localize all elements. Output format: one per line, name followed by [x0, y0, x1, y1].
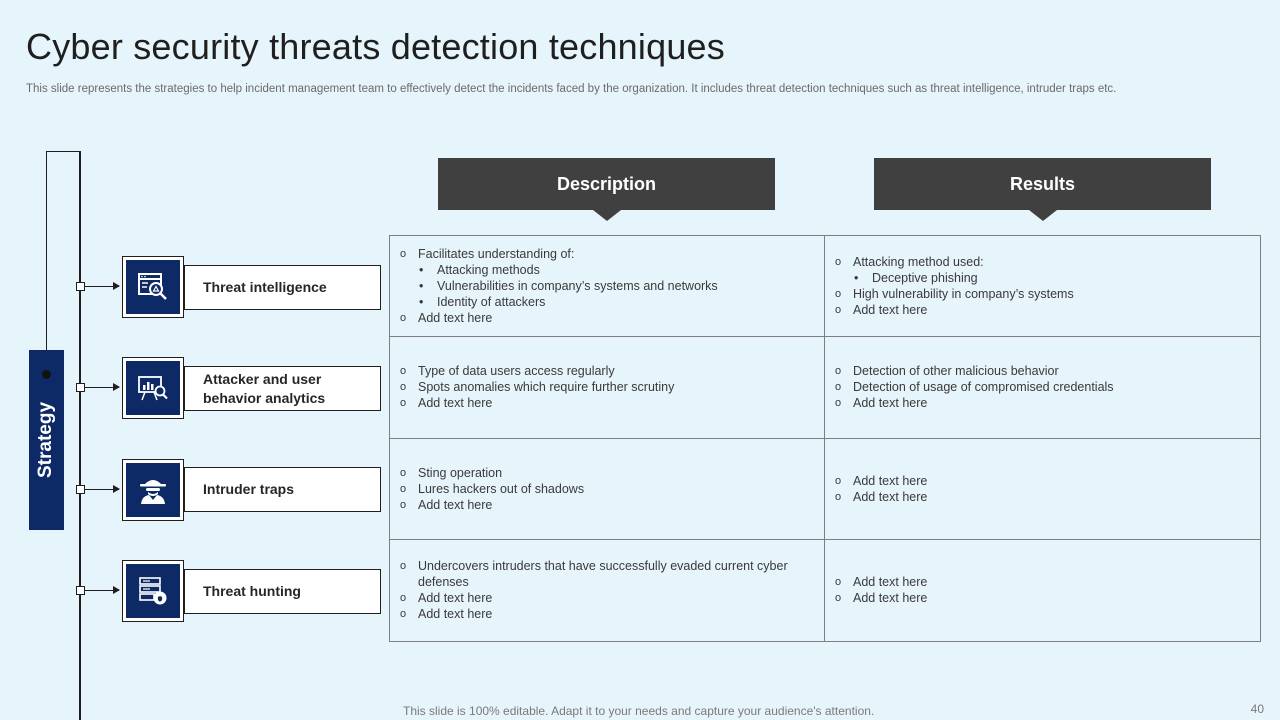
server-bug-icon — [136, 574, 170, 608]
row-node — [76, 485, 85, 494]
strategy-connector-line — [79, 151, 81, 720]
bullet-item: o Undercovers intruders that have successfully evaded current cyber defenses — [400, 558, 814, 590]
bullet-item: o Detection of other malicious behavior — [835, 363, 1250, 379]
row-arrow — [85, 387, 119, 388]
bullet-item: o Add text here — [835, 590, 1250, 606]
strategy-bracket — [46, 151, 80, 375]
strategy-icon-box — [122, 357, 184, 419]
bullet-item: o High vulnerability in company’s systems — [835, 286, 1250, 302]
strategy-label-behavior-analytics: Attacker and user behavior analytics — [184, 366, 381, 411]
sub-bullet-item: • Attacking methods — [400, 262, 814, 278]
bullet-item: o Sting operation — [400, 465, 814, 481]
sub-bullet-item: • Deceptive phishing — [835, 270, 1250, 286]
bullet-item: o Add text here — [400, 497, 814, 513]
strategy-label: Strategy — [35, 401, 57, 479]
results-cell — [825, 540, 1260, 641]
slide-subtitle: This slide represents the strategies to help incident management team to effectively detect the incidents faced by the organization. It includes threat detection techniques such as threat intelligence, intruder traps etc. — [26, 83, 1117, 95]
bullet-item: o Add text here — [400, 395, 814, 411]
sub-bullet-item: • Identity of attackers — [400, 294, 814, 310]
strategy-icon-box — [122, 256, 184, 318]
results-header: Results — [874, 158, 1211, 210]
bullet-item: o Add text here — [835, 302, 1250, 318]
row-arrow — [85, 489, 119, 490]
row-arrow — [85, 590, 119, 591]
description-cell — [390, 540, 825, 641]
bullet-item: o Facilitates understanding of: — [400, 246, 814, 262]
page-number: 40 — [1250, 702, 1264, 716]
footer-note: This slide is 100% editable. Adapt it to your needs and capture your audience's attention. — [403, 704, 875, 718]
sub-bullet-item: • Vulnerabilities in company’s systems and networks — [400, 278, 814, 294]
bullet-item: o Add text here — [400, 606, 814, 622]
spy-icon — [136, 473, 170, 507]
results-cell — [825, 236, 1260, 337]
analytics-icon — [136, 371, 170, 405]
strategy-icon-box — [122, 560, 184, 622]
bullet-item: o Type of data users access regularly — [400, 363, 814, 379]
strategy-dot — [42, 370, 51, 379]
bullet-item: o Add text here — [400, 590, 814, 606]
strategy-table — [389, 235, 1261, 642]
slide-title: Cyber security threats detection techniques — [26, 26, 725, 67]
bullet-item: o Add text here — [835, 574, 1250, 590]
strategy-label-threat-hunting: Threat hunting — [184, 569, 381, 614]
description-cell — [390, 236, 825, 337]
bullet-item: o Add text here — [400, 310, 814, 326]
bullet-item: o Add text here — [835, 489, 1250, 505]
results-cell — [825, 439, 1260, 540]
bullet-item: o Spots anomalies which require further scrutiny — [400, 379, 814, 395]
description-header: Description — [438, 158, 775, 210]
strategy-label-threat-intelligence: Threat intelligence — [184, 265, 381, 310]
strategy-label-intruder-traps: Intruder traps — [184, 467, 381, 512]
bullet-item: o Add text here — [835, 395, 1250, 411]
bullet-item: o Lures hackers out of shadows — [400, 481, 814, 497]
bullet-item: o Add text here — [835, 473, 1250, 489]
row-node — [76, 586, 85, 595]
description-cell — [390, 337, 825, 438]
bullet-item: o Attacking method used: — [835, 254, 1250, 270]
threat-intelligence-icon — [136, 270, 170, 304]
description-cell — [390, 439, 825, 540]
results-cell — [825, 337, 1260, 438]
row-node — [76, 383, 85, 392]
row-node — [76, 282, 85, 291]
strategy-icon-box — [122, 459, 184, 521]
row-arrow — [85, 286, 119, 287]
bullet-item: o Detection of usage of compromised credentials — [835, 379, 1250, 395]
